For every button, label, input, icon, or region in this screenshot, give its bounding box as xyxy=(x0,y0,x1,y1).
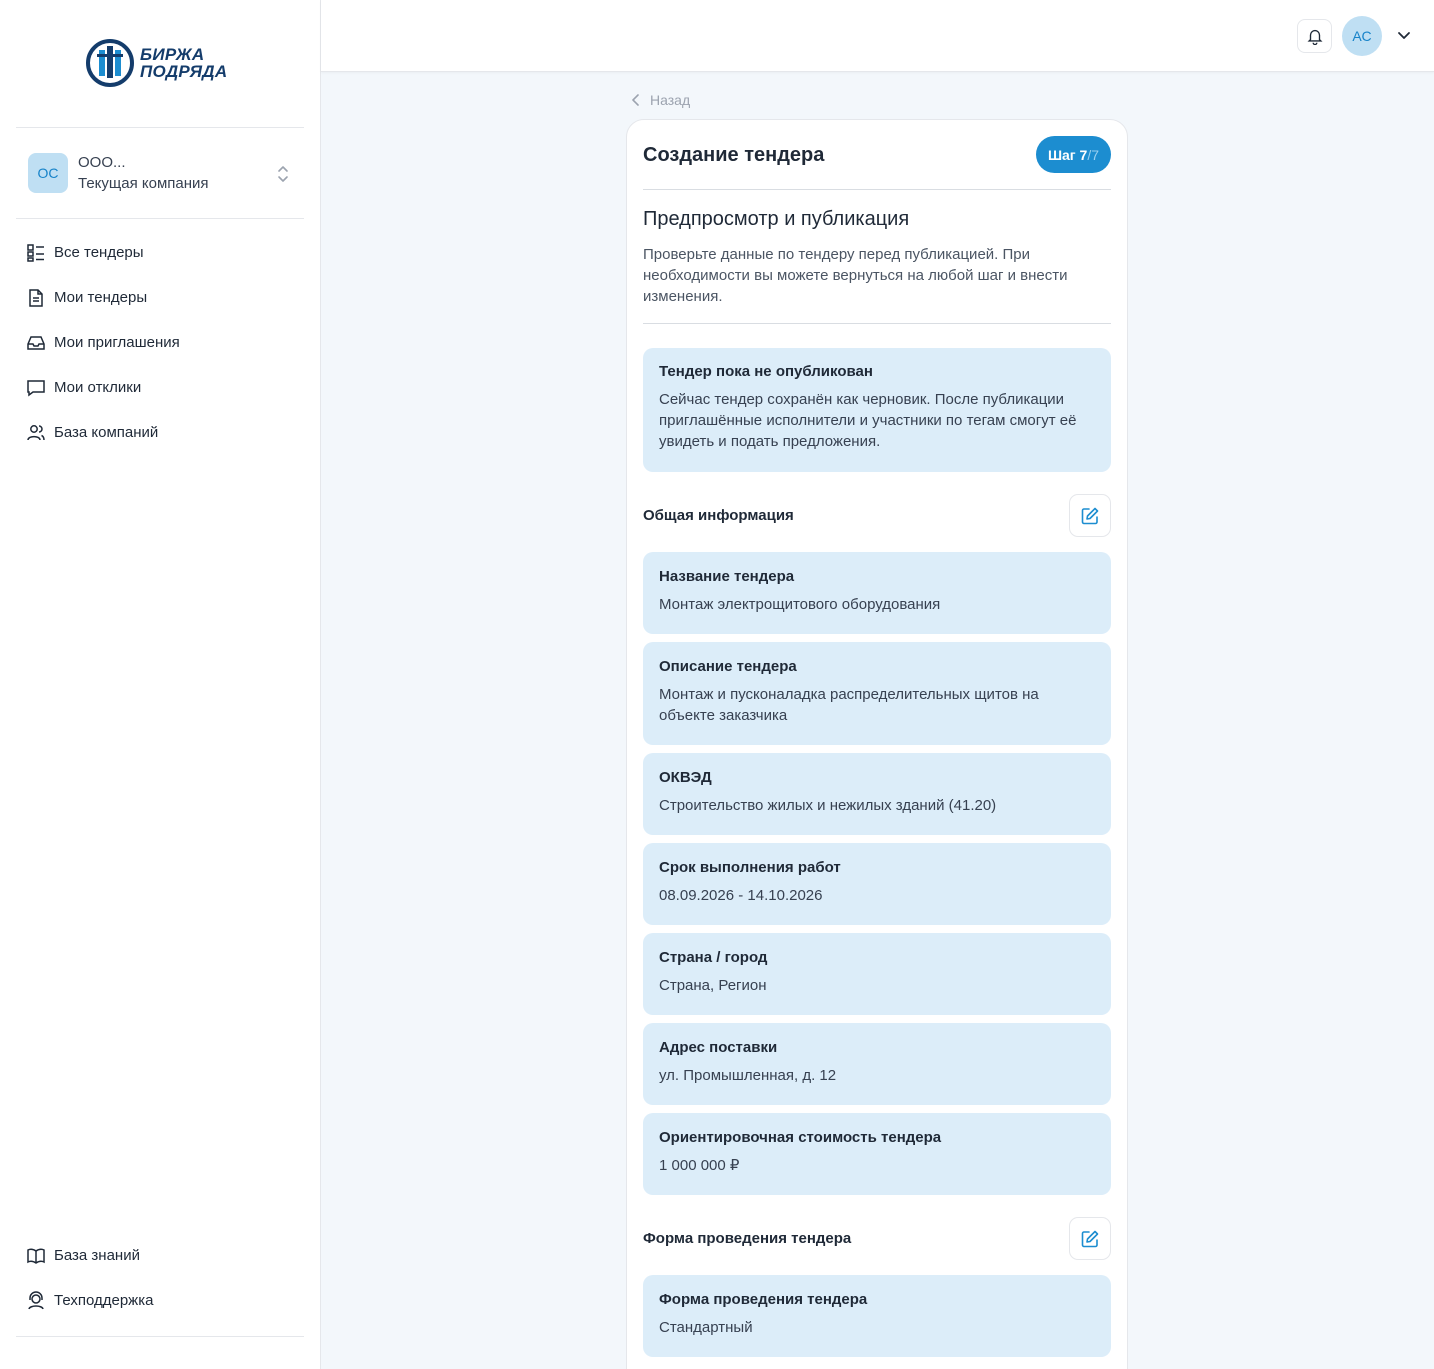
chevron-up-down-icon xyxy=(276,164,290,184)
nav-item-my-invitations[interactable] xyxy=(16,320,304,365)
group-title: Общая информация xyxy=(643,507,794,524)
nav-item-label: Все тендеры xyxy=(54,244,144,261)
notice-title: Тендер пока не опубликован xyxy=(659,363,873,380)
field-value: Страна, Регион xyxy=(659,977,767,994)
logo[interactable] xyxy=(86,38,227,88)
field-delivery-address xyxy=(643,1023,1111,1105)
divider xyxy=(643,323,1111,324)
document-icon xyxy=(26,288,46,308)
list-icon xyxy=(26,243,46,263)
logo-text xyxy=(140,46,227,80)
book-icon xyxy=(26,1246,46,1266)
nav-item-companies[interactable] xyxy=(16,410,304,455)
company-name: ООО... xyxy=(78,154,126,171)
logo-line-2: ПОДРЯДА xyxy=(140,62,228,81)
draft-notice xyxy=(643,348,1111,472)
field-label: Ориентировочная стоимость тендера xyxy=(659,1129,942,1146)
user-avatar[interactable]: АС xyxy=(1342,16,1382,56)
back-link[interactable] xyxy=(630,92,690,108)
nav-item-label: База знаний xyxy=(54,1247,140,1264)
nav-item-label: Мои тендеры xyxy=(54,289,148,306)
field-value: Стандартный xyxy=(659,1319,753,1336)
company-subtitle: Текущая компания xyxy=(78,175,209,192)
edit-icon xyxy=(1080,1229,1100,1249)
tender-form-header xyxy=(643,1217,1111,1261)
sidebar xyxy=(0,0,321,1369)
logo-icon xyxy=(86,38,134,88)
field-label: Название тендера xyxy=(659,568,795,585)
company-avatar: ОС xyxy=(28,153,68,193)
field-label: Форма проведения тендера xyxy=(659,1291,868,1308)
group-title: Форма проведения тендера xyxy=(643,1230,852,1247)
nav-item-my-tenders[interactable] xyxy=(16,275,304,320)
field-value: Монтаж и пусконаладка распределительных щитов на объекте заказчика xyxy=(659,686,1039,724)
company-info xyxy=(78,152,209,194)
step-total: /7 xyxy=(1087,146,1099,163)
divider xyxy=(643,189,1111,190)
nav-item-my-responses[interactable] xyxy=(16,365,304,410)
section-description: Проверьте данные по тендеру перед публикацией. При необходимости вы можете вернуться на любой шаг и внести изменения. xyxy=(643,246,1068,305)
users-icon xyxy=(26,423,46,443)
chat-icon xyxy=(26,378,46,398)
page-title: Создание тендера xyxy=(643,144,825,166)
general-info-header xyxy=(643,494,1111,538)
notice-text: Сейчас тендер сохранён как черновик. После публикации приглашённые исполнители и участники по тегам смогут её увидеть и подать предложения. xyxy=(659,391,1077,450)
field-label: Страна / город xyxy=(659,949,768,966)
company-switcher[interactable] xyxy=(16,128,304,218)
nav-item-all-tenders[interactable] xyxy=(16,230,304,275)
wizard-card xyxy=(626,119,1128,1369)
bell-icon xyxy=(1306,27,1324,45)
nav-item-label: База компаний xyxy=(54,424,159,441)
section-title: Предпросмотр и публикация xyxy=(643,208,910,230)
field-estimated-cost xyxy=(643,1113,1111,1195)
field-okved xyxy=(643,753,1111,835)
field-tender-description xyxy=(643,642,1111,745)
field-label: ОКВЭД xyxy=(659,769,712,786)
logo-line-1: БИРЖА xyxy=(140,45,205,64)
nav-item-label: Техподдержка xyxy=(54,1292,154,1309)
field-value: 08.09.2026 - 14.10.2026 xyxy=(659,887,823,904)
field-label: Адрес поставки xyxy=(659,1039,778,1056)
field-label: Срок выполнения работ xyxy=(659,859,841,876)
divider xyxy=(16,218,304,219)
edit-general-button[interactable] xyxy=(1069,494,1111,537)
field-value: 1 000 000 ₽ xyxy=(659,1157,740,1174)
field-value: ул. Промышленная, д. 12 xyxy=(659,1067,837,1084)
field-work-period xyxy=(643,843,1111,925)
step-badge xyxy=(1036,136,1111,173)
nav-item-label: Мои отклики xyxy=(54,379,142,396)
main-nav xyxy=(16,230,304,455)
field-value: Монтаж электрощитового оборудования xyxy=(659,596,941,613)
chevron-left-icon xyxy=(630,93,642,107)
edit-icon xyxy=(1080,506,1100,526)
nav-item-support[interactable] xyxy=(16,1278,304,1323)
nav-item-label: Мои приглашения xyxy=(54,334,180,351)
nav-item-knowledge-base[interactable] xyxy=(16,1233,304,1278)
support-icon xyxy=(26,1291,46,1311)
edit-form-button[interactable] xyxy=(1069,1217,1111,1260)
step-current: Шаг 7 xyxy=(1047,146,1088,163)
notifications-button[interactable] xyxy=(1297,19,1332,53)
bottom-nav xyxy=(16,1233,304,1323)
divider xyxy=(16,1336,304,1337)
chevron-down-icon[interactable] xyxy=(1395,26,1413,44)
field-tender-name xyxy=(643,552,1111,634)
back-label: Назад xyxy=(650,92,691,108)
inbox-icon xyxy=(26,333,46,353)
field-label: Описание тендера xyxy=(659,658,797,675)
field-country-city xyxy=(643,933,1111,1015)
field-tender-form xyxy=(643,1275,1111,1357)
topbar xyxy=(321,0,1434,72)
field-value: Строительство жилых и нежилых зданий (41.20) xyxy=(659,797,997,814)
